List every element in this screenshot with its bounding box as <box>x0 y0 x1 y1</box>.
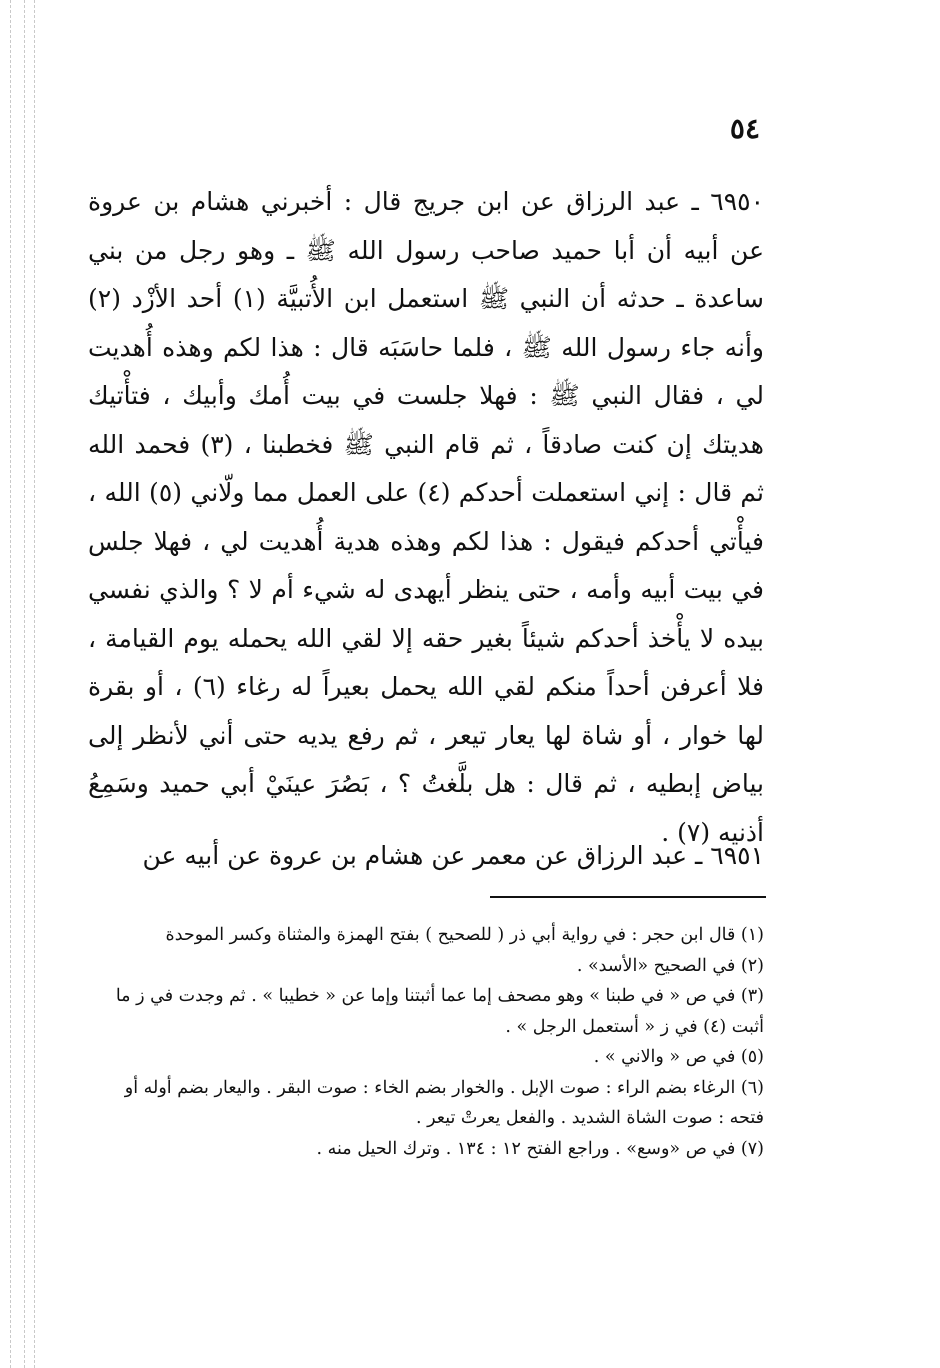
hadith-6950 <box>88 178 764 857</box>
binding-guide-line <box>34 0 35 1368</box>
footnote-2: (٢) في الصحيح «الأسد» . <box>576 955 764 976</box>
page-number: ٥٤ <box>729 112 760 145</box>
footnote-6: (٦) الرغاء بضم الراء : صوت الإبل . والخوار بضم الخاء : صوت البقر . واليعار بضم أوله أو فتحه : صوت الشاة الشديد . والفعل يعرتْ تيعر . <box>124 1077 764 1128</box>
footnote-7: (٧) في ص «وسع» . وراجع الفتح ١٢ : ١٣٤ . وترك الحيل منه . <box>316 1138 764 1159</box>
footnote-1: (١) قال ابن حجر : في رواية أبي ذر ( للصحيح ) بفتح الهمزة والمثناة وكسر الموحدة <box>165 925 764 945</box>
hadith-6950-text: ٦٩٥٠ ـ عبد الرزاق عن ابن جريج قال : أخبرني هشام بن عروة عن أبيه أن أبا حميد صاحب رسول الله ﷺ ـ وهو رجل من بني ساعدة ـ حدثه أن النبي ﷺ استعمل ابن الأُتبيَّة (١) أحد الأزْد (٢) وأنه جاء رسول الله ﷺ ، فلما حاسَبَه قال : هذا لكم وهذه أُهديت لي ، فقال النبي ﷺ : فهلا جلست في بيت أُمك وأبيك ، فتأْتيك هديتك إن كنت صادقاً ، ثم قام النبي ﷺ فخطبنا ، (٣) فحمد الله ثم قال : إني استعملت أحدكم (٤) على العمل مما ولّاني (٥) الله ، فيأْتي أحدكم فيقول : هذا لكم وهذه هدية أُهديت لي ، فهلا جلس في بيت أبيه وأمه ، حتى ينظر أيهدى له شيء أم لا ؟ والذي نفسي بيده لا يأْخذ أحدكم شيئاً بغير حقه إلا لقي الله يحمله يوم القيامة ، فلا أعرفن أحداً منكم لقي الله يحمل بعيراً له رغاء (٦) ، أو بقرة لها خوار ، أو شاة لها يعار تيعر ، ثم رفع يديه حتى أني لأنظر إلى بياض إبطيه ، ثم قال : هل بلَّغتُ ؟ ، بَصُرَ عينَيْ أبي حميد وسَمِعُ أذنيه (٧) . <box>88 187 764 847</box>
binding-guide-line <box>10 0 11 1368</box>
footnote-separator <box>490 896 766 898</box>
footnote-3-4: (٣) في ص « في طبنا » وهو مصحف إما عما أثبتنا وإما عن « خطيبا » . ثم وجدت في ز ما أثبت (٤) في ز « أستعمل الرجل » . <box>115 986 764 1037</box>
footnotes <box>88 920 764 1164</box>
hadith-6951: ٦٩٥١ ـ عبد الرزاق عن معمر عن هشام بن عروة عن أبيه عن <box>142 841 764 870</box>
footnote-5: (٥) في ص « والاني » . <box>593 1047 764 1067</box>
binding-guide-line <box>24 0 25 1368</box>
